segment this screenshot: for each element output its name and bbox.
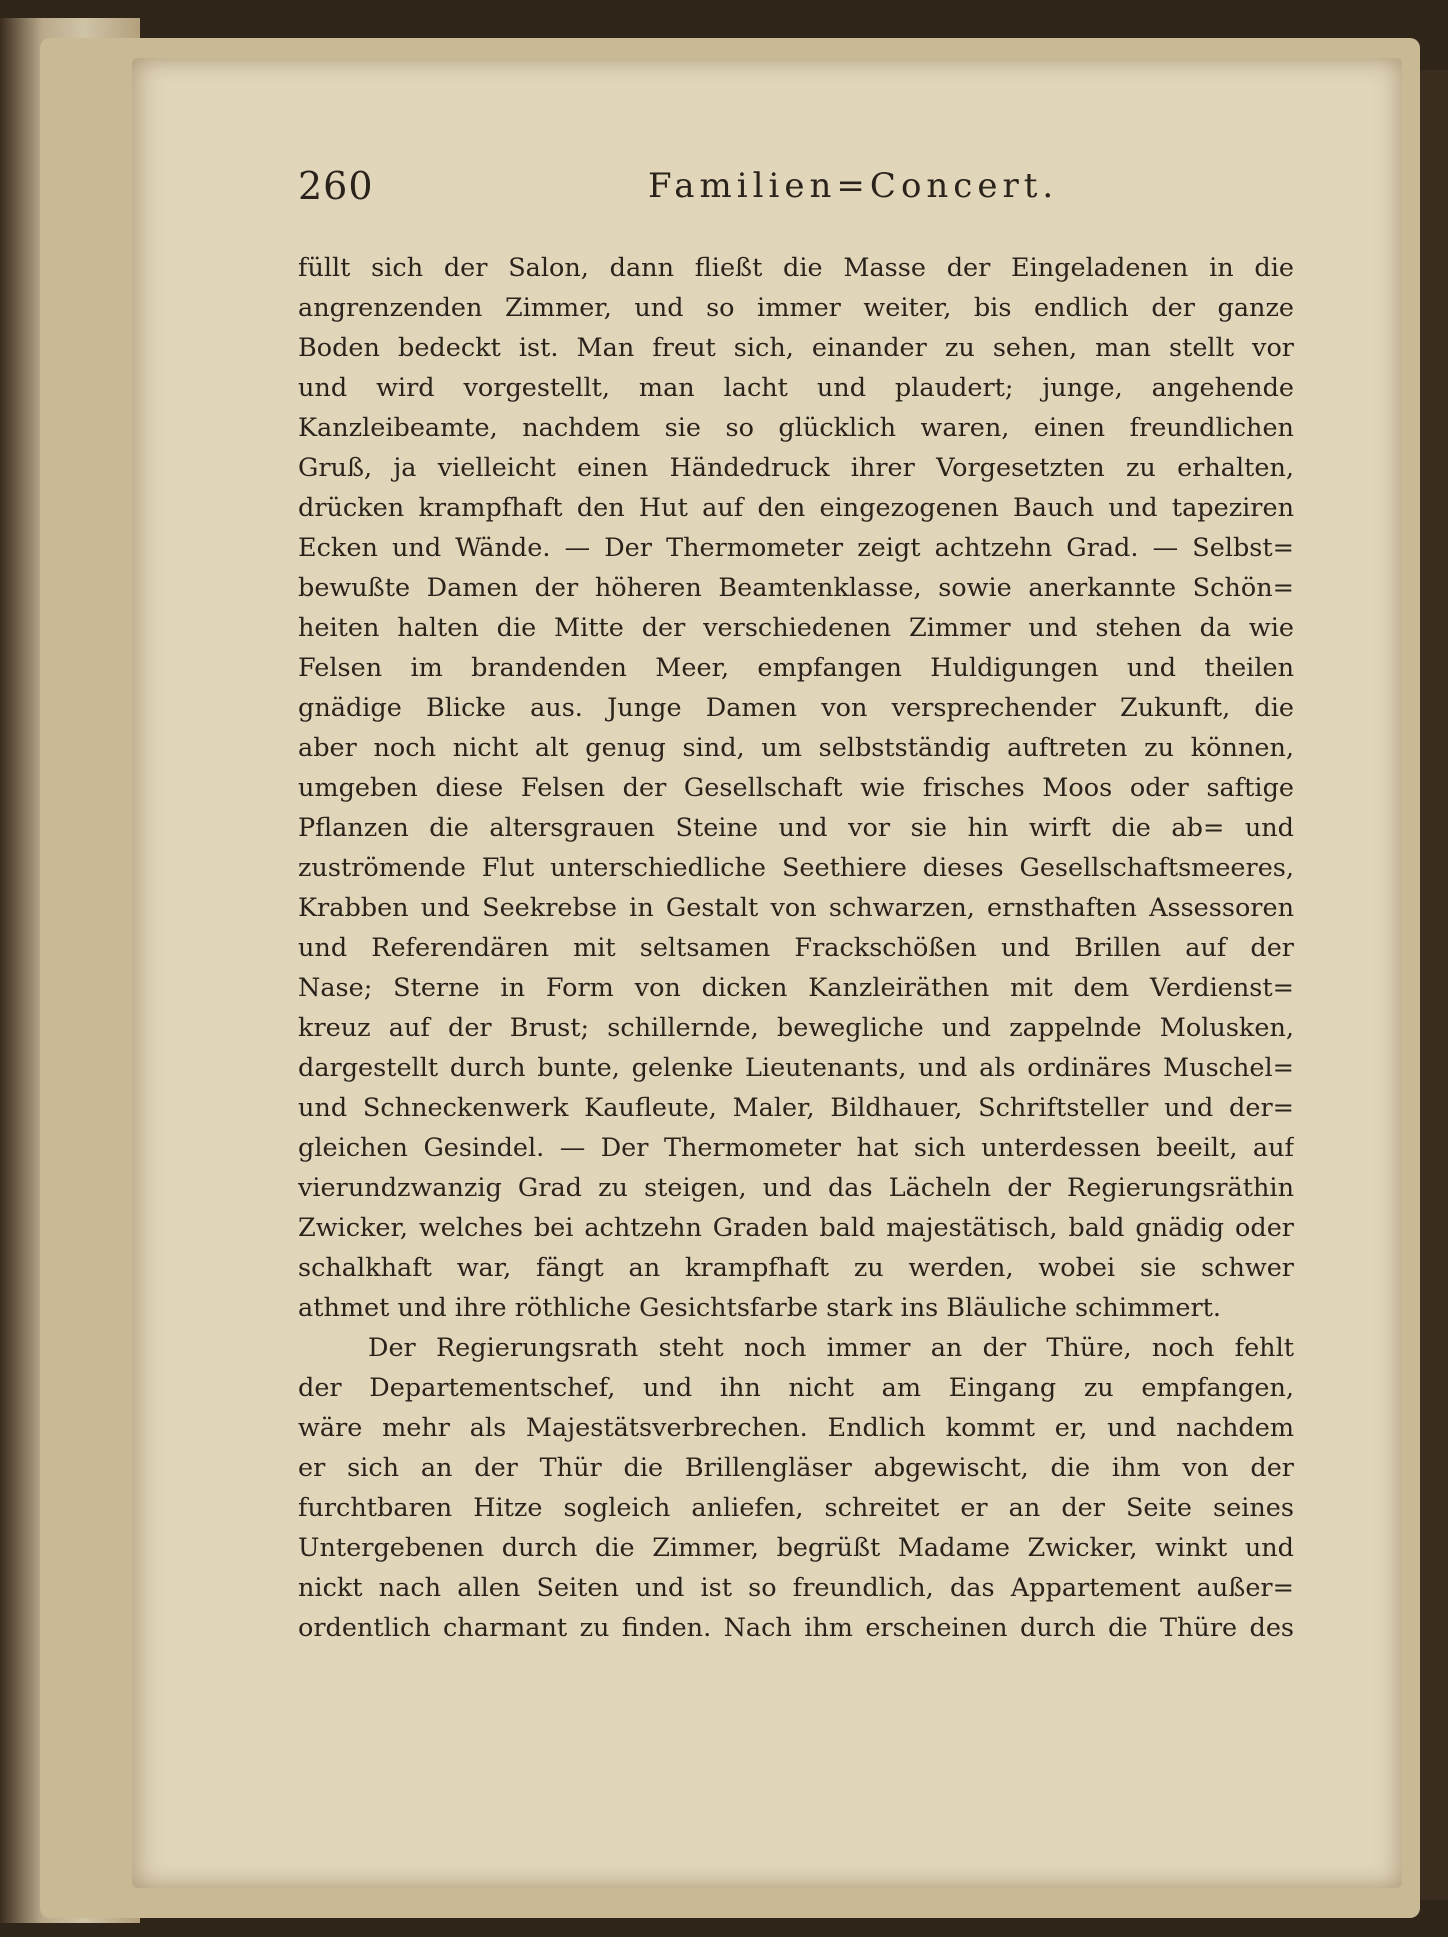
text-line: dargestellt durch bunte, gelenke Lieutenants, und als ordinäres Muschel= [298, 1053, 1294, 1083]
text-line: angrenzenden Zimmer, und so immer weiter, bis endlich der ganze [298, 293, 1294, 323]
text-line: bewußte Damen der höheren Beamtenklasse, sowie anerkannte Schön= [298, 573, 1294, 603]
text-line: aber noch nicht alt genug sind, um selbstständig auftreten zu können, [298, 733, 1294, 763]
text-line: Krabben und Seekrebse in Gestalt von schwarzen, ernsthaften Assessoren [298, 893, 1294, 923]
text-line: Untergebenen durch die Zimmer, begrüßt Madame Zwicker, winkt und [298, 1533, 1294, 1563]
text-line: kreuz auf der Brust; schillernde, bewegliche und zappelnde Molusken, [298, 1013, 1294, 1043]
page-header [298, 164, 1298, 224]
text-line: gnädige Blicke aus. Junge Damen von versprechender Zukunft, die [298, 693, 1294, 723]
text-line: Pflanzen die altersgrauen Steine und vor sie hin wirft die ab= und [298, 813, 1294, 843]
text-line: Kanzleibeamte, nachdem sie so glücklich waren, einen freundlichen [298, 413, 1294, 443]
text-line: Felsen im brandenden Meer, empfangen Huldigungen und theilen [298, 653, 1294, 683]
page-number: 260 [298, 164, 374, 208]
text-line: Zwicker, welches bei achtzehn Graden bald majestätisch, bald gnädig oder [298, 1213, 1294, 1243]
text-line: Boden bedeckt ist. Man freut sich, einander zu sehen, man stellt vor [298, 333, 1294, 363]
text-line: ordentlich charmant zu finden. Nach ihm erscheinen durch die Thüre des [298, 1613, 1294, 1643]
text-line: wäre mehr als Majestätsverbrechen. Endlich kommt er, und nachdem [298, 1413, 1294, 1443]
text-line: Der Regierungsrath steht noch immer an der Thüre, noch fehlt [368, 1333, 1294, 1363]
binding-edge-right [1418, 70, 1448, 1900]
text-line: heiten halten die Mitte der verschiedenen Zimmer und stehen da wie [298, 613, 1294, 643]
text-line: gleichen Gesindel. — Der Thermometer hat sich unterdessen beeilt, auf [298, 1133, 1294, 1163]
text-line: und Referendären mit seltsamen Frackschößen und Brillen auf der [298, 933, 1294, 963]
text-line: nickt nach allen Seiten und ist so freundlich, das Appartement außer= [298, 1573, 1294, 1603]
text-line: schalkhaft war, fängt an krampfhaft zu werden, wobei sie schwer [298, 1253, 1294, 1283]
running-title: Familien=Concert. [648, 166, 1059, 206]
text-line: athmet und ihre röthliche Gesichtsfarbe stark ins Bläuliche schimmert. [298, 1293, 1221, 1323]
body-text [298, 248, 1294, 1648]
text-line: der Departementschef, und ihn nicht am Eingang zu empfangen, [298, 1373, 1294, 1403]
text-line: und wird vorgestellt, man lacht und plaudert; junge, angehende [298, 373, 1294, 403]
text-line: und Schneckenwerk Kaufleute, Maler, Bildhauer, Schriftsteller und der= [298, 1093, 1294, 1123]
text-line: zuströmende Flut unterschiedliche Seethiere dieses Gesellschaftsmeeres, [298, 853, 1294, 883]
text-line: Gruß, ja vielleicht einen Händedruck ihrer Vorgesetzten zu erhalten, [298, 453, 1294, 483]
text-line: Ecken und Wände. — Der Thermometer zeigt achtzehn Grad. — Selbst= [298, 533, 1294, 563]
text-line: drücken krampfhaft den Hut auf den eingezogenen Bauch und tapeziren [298, 493, 1294, 523]
text-line: füllt sich der Salon, dann fließt die Masse der Eingeladenen in die [298, 253, 1294, 283]
text-line: furchtbaren Hitze sogleich anliefen, schreitet er an der Seite seines [298, 1493, 1294, 1523]
text-line: er sich an der Thür die Brillengläser abgewischt, die ihm von der [298, 1453, 1294, 1483]
text-line: Nase; Sterne in Form von dicken Kanzleiräthen mit dem Verdienst= [298, 973, 1294, 1003]
text-line: umgeben diese Felsen der Gesellschaft wie frisches Moos oder saftige [298, 773, 1294, 803]
text-line: vierundzwanzig Grad zu steigen, und das Lächeln der Regierungsräthin [298, 1173, 1294, 1203]
